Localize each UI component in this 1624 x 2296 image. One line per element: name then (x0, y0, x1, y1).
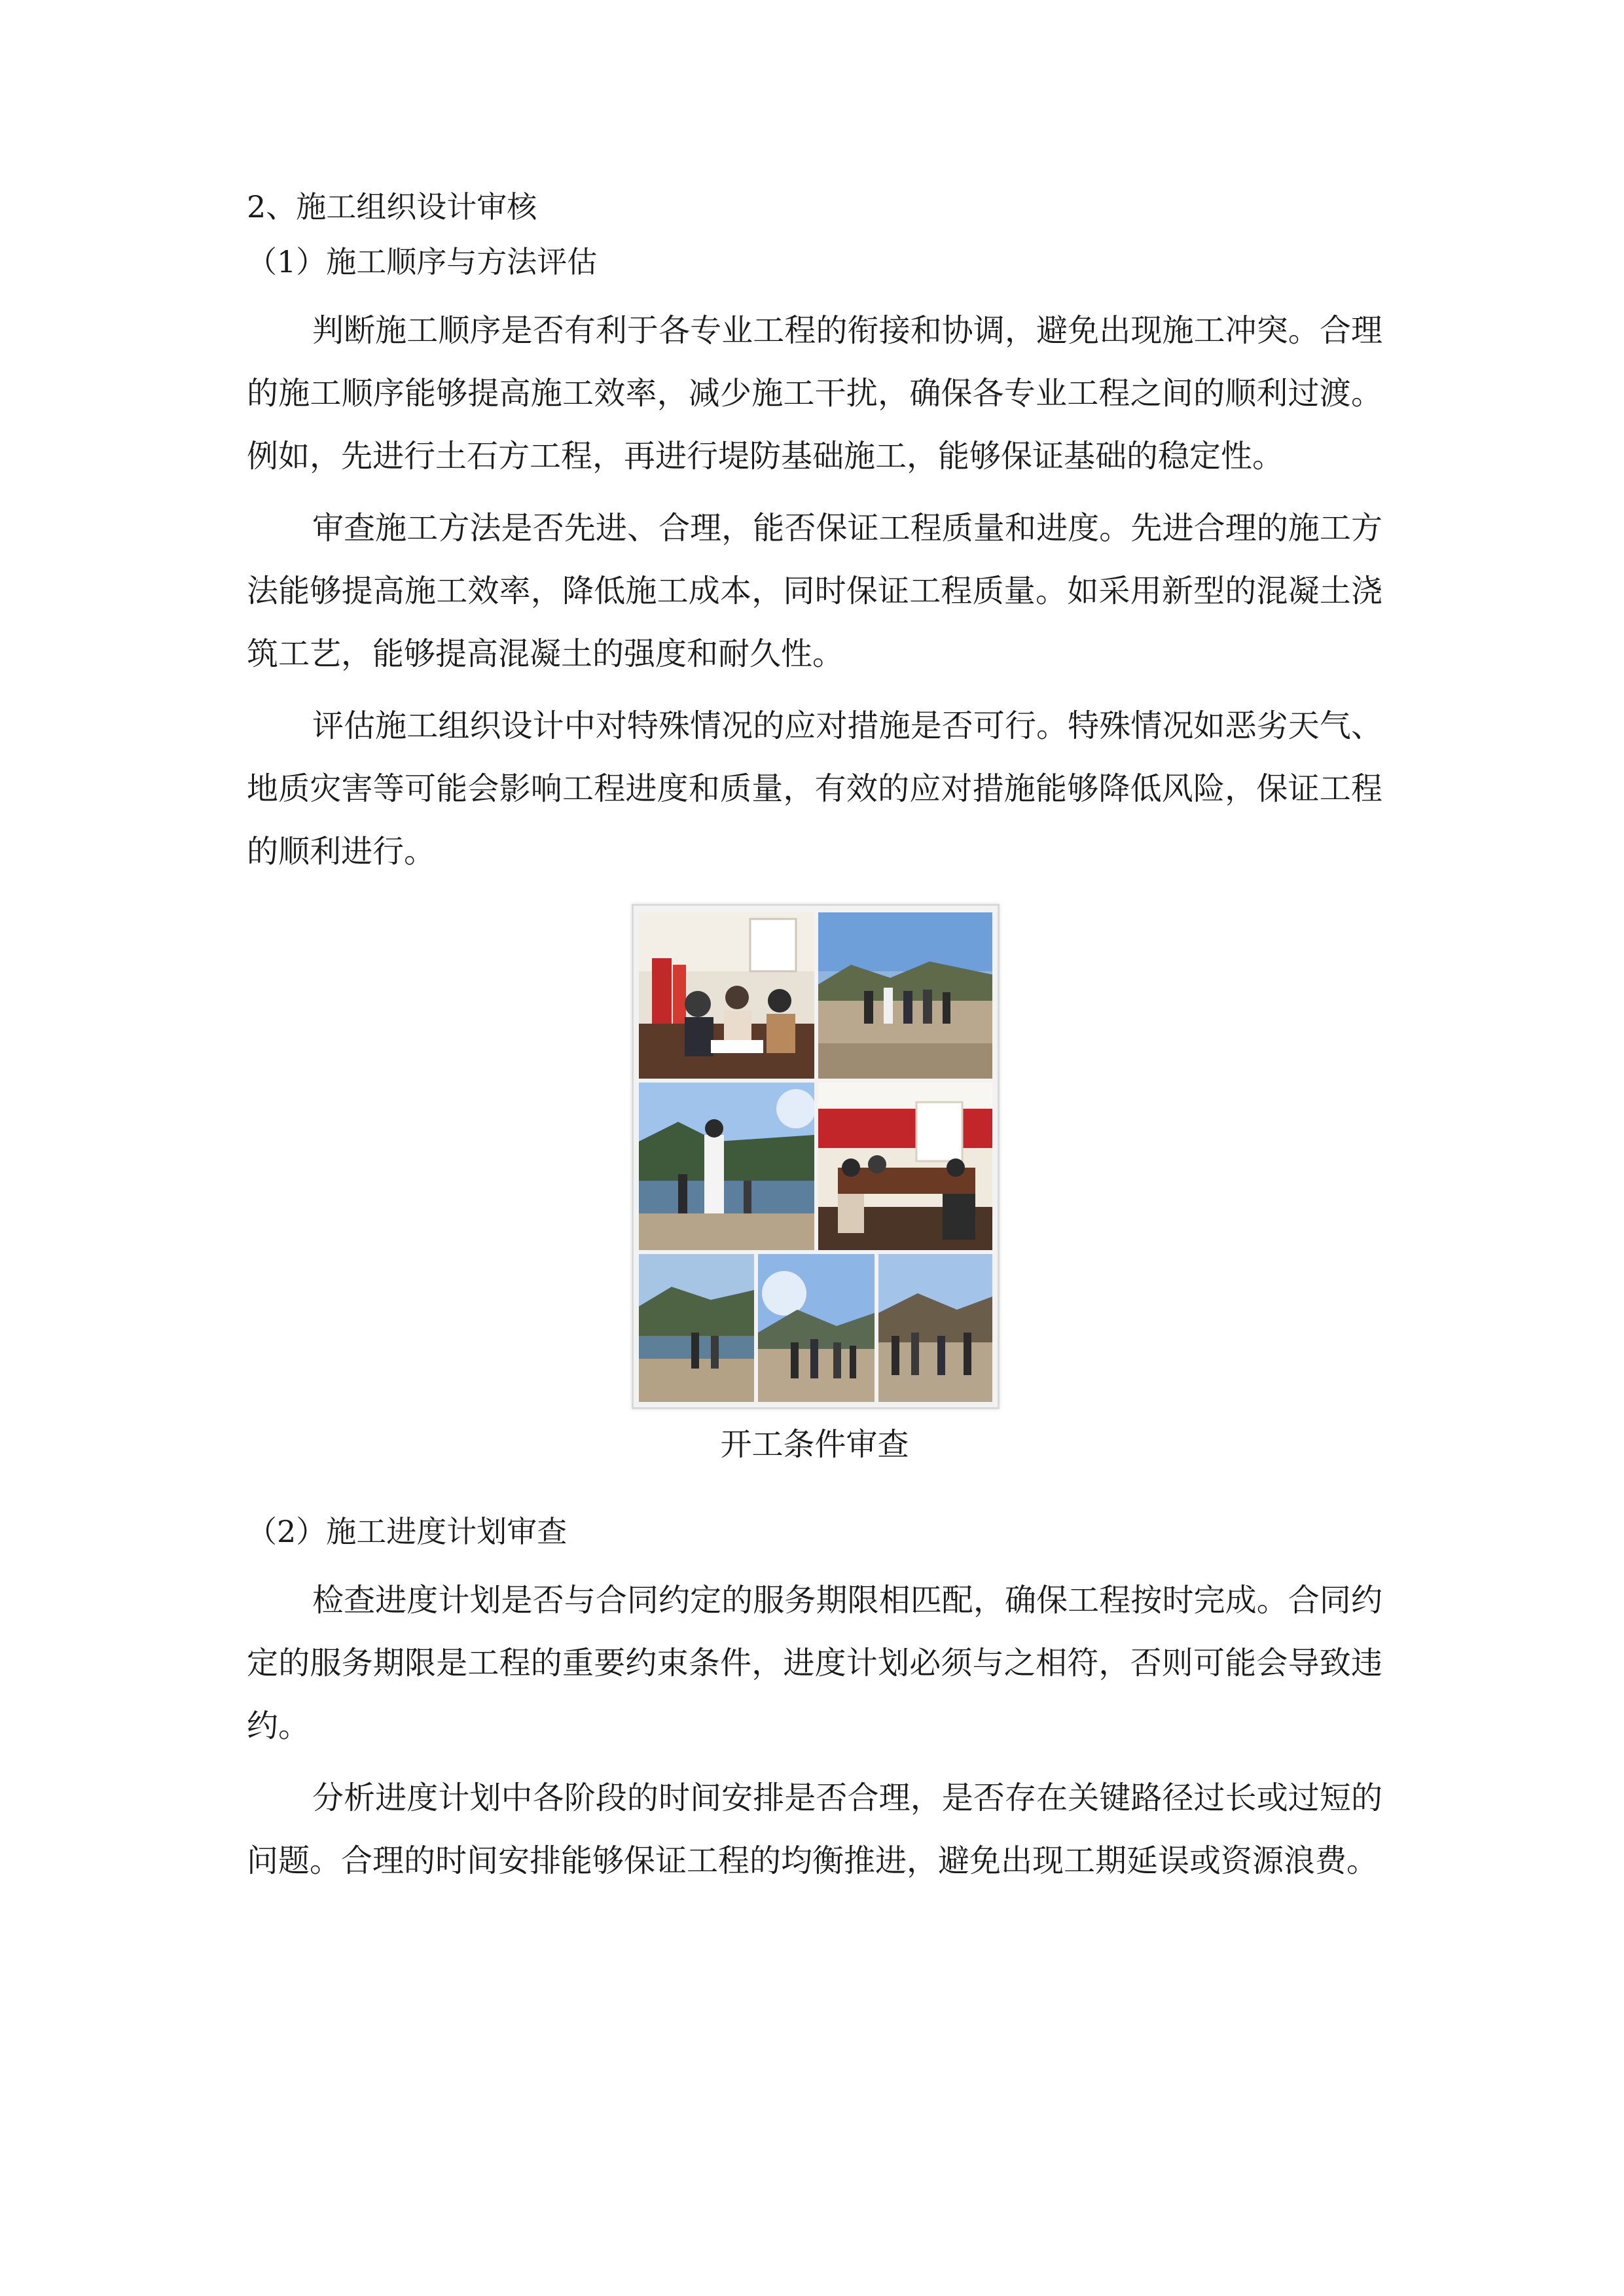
subsection-heading-2: （2）施工进度计划审查 (247, 1514, 568, 1549)
figure (632, 904, 998, 1465)
photo-riverside-walk (639, 1083, 814, 1250)
subsection-heading-1: （1）施工顺序与方法评估 (247, 244, 598, 279)
figure-caption: 开工条件审查 (720, 1426, 909, 1463)
paragraph: 审查施工方法是否先进、合理，能否保证工程质量和进度。先进合理的施工方法能够提高施工效率，降低施工成本，同时保证工程质量。如采用新型的混凝土浇筑工艺，能够提高混凝土的强度和耐久性。 (247, 510, 1382, 672)
paragraph: 检查进度计划是否与合同约定的服务期限相匹配，确保工程按时完成。合同约定的服务期限是工程的重要约束条件，进度计划必须与之相符，否则可能会导致违约。 (247, 1582, 1382, 1744)
page-content (247, 187, 1382, 1901)
photo-meeting-room (639, 912, 814, 1079)
photo-river-survey-3 (878, 1254, 992, 1402)
paragraph: 判断施工顺序是否有利于各专业工程的衔接和协调，避免出现施工冲突。合理的施工顺序能够提高施工效率，减少施工干扰，确保各专业工程之间的顺利过渡。例如，先进行土石方工程，再进行堤防基础施工，能够保证基础的稳定性。 (247, 312, 1382, 475)
photo-river-survey-2 (758, 1254, 875, 1402)
subsection-2 (247, 1511, 1382, 1892)
section-heading: 2、施工组织设计审核 (247, 189, 537, 224)
photo-conference-table (818, 1083, 992, 1250)
paragraph: 分析进度计划中各阶段的时间安排是否合理，是否存在关键路径过长或过短的问题。合理的时间安排能够保证工程的均衡推进，避免出现工期延误或资源浪费。 (247, 1780, 1382, 1879)
photo-collage (632, 904, 1000, 1409)
photo-riverbank-inspection (818, 912, 992, 1079)
paragraph: 评估施工组织设计中对特殊情况的应对措施是否可行。特殊情况如恶劣天气、地质灾害等可能会影响工程进度和质量，有效的应对措施能够降低风险，保证工程的顺利进行。 (247, 708, 1382, 870)
photo-river-survey-1 (639, 1254, 754, 1402)
